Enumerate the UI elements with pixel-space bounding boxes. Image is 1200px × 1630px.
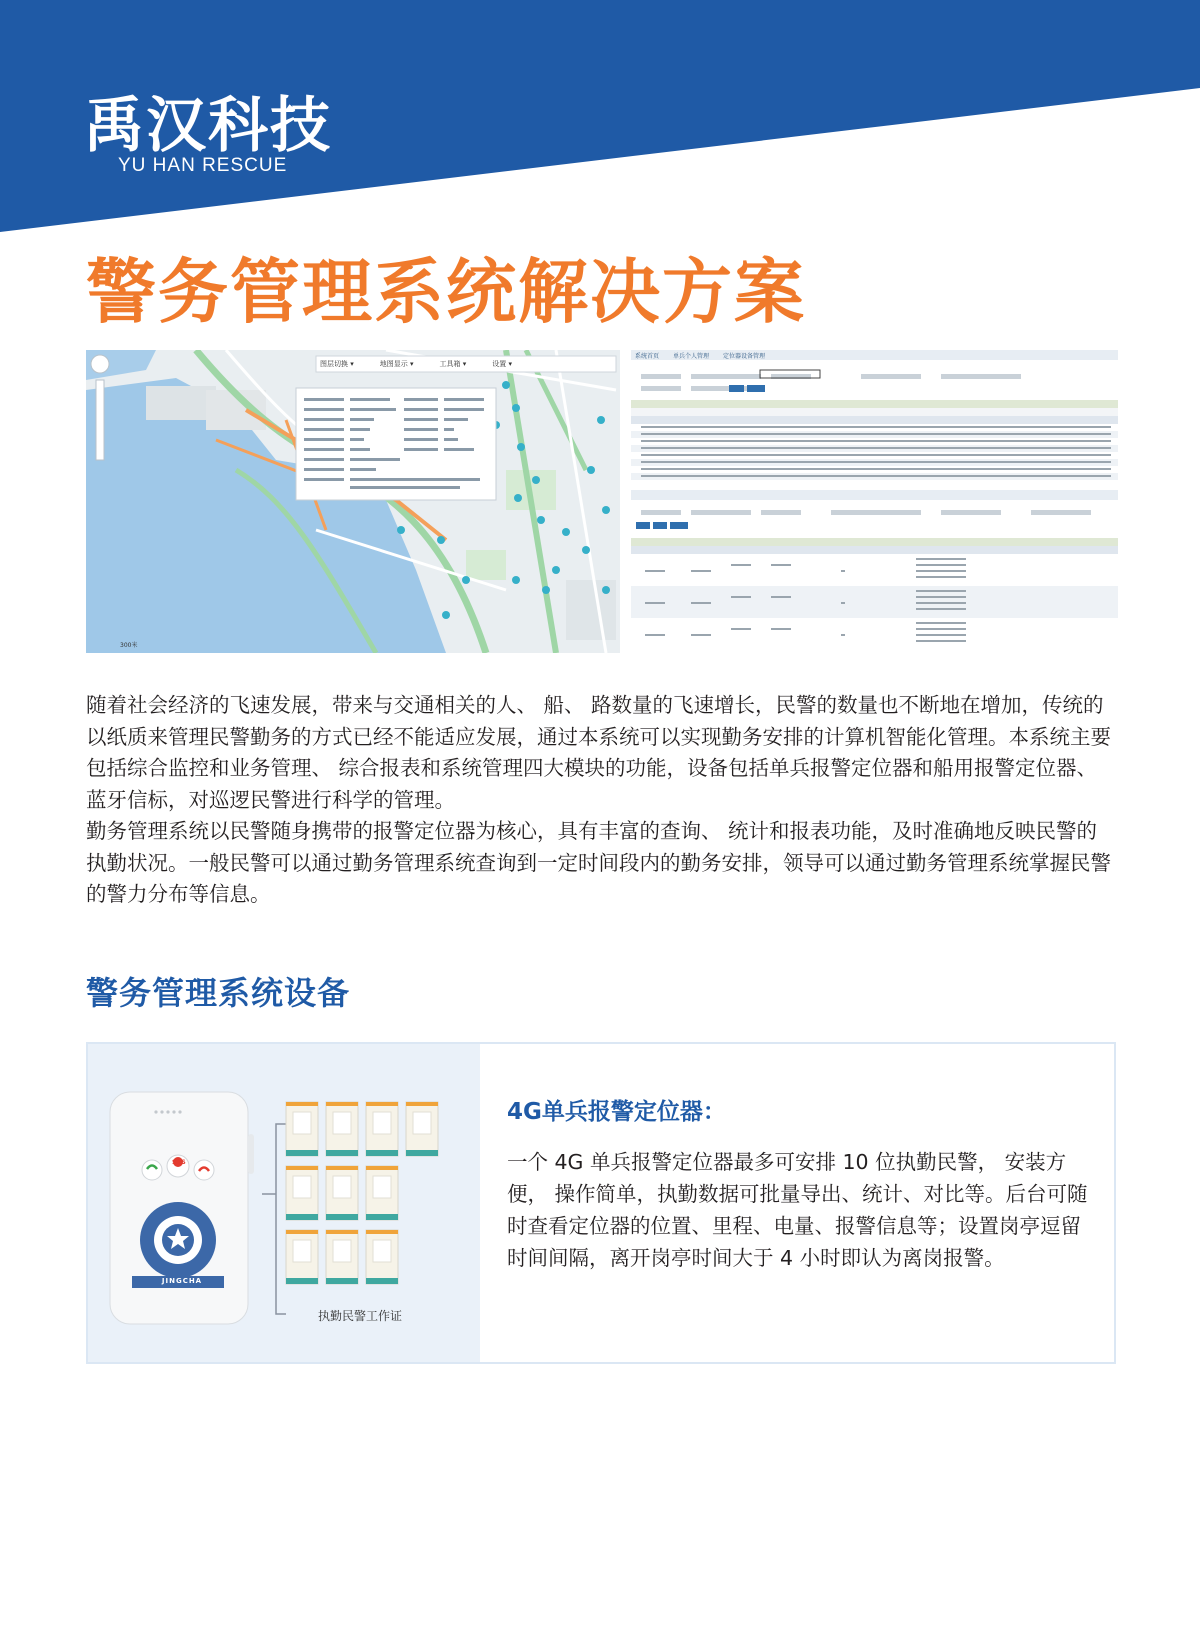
table-screenshot: [631, 350, 1118, 653]
map-illustration: [86, 350, 620, 653]
device-illustration: [86, 1044, 480, 1362]
table-tab-home: 系统首页: [635, 353, 660, 360]
sos-label: SOS: [172, 1159, 186, 1166]
intro-text: [86, 690, 1116, 911]
map-toolbar-display: 地图显示 ▾: [379, 360, 414, 368]
map-toolbar-layer: 图层切换 ▾: [320, 360, 354, 368]
intro-paragraph-2: 勤务管理系统以民警随身携带的报警定位器为核心，具有丰富的查询、 统计和报表功能，及时准确地反映民警的执勤状况。一般民警可以通过勤务管理系统查询到一定时间段内的勤务安排，领导可以通过勤务管理系统掌握民警的警力分布等信息。: [86, 819, 1111, 906]
map-toolbar-settings: 设置 ▾: [492, 360, 512, 368]
intro-paragraph-1: 随着社会经济的飞速发展，带来与交通相关的人、 船、 路数量的飞速增长，民警的数量也不断地在增加，传统的以纸质来管理民警勤务的方式已经不能适应发展，通过本系统可以实现勤务安排的计算机智能化管理。本系统主要包括综合监控和业务管理、 综合报表和系统管理四大模块的功能，设备包括单兵报警定位器和船用报警定位器、蓝牙信标，对巡逻民警进行科学的管理。: [86, 693, 1111, 812]
map-toolbar-tools: 工具箱 ▾: [439, 360, 467, 368]
section-title: 警务管理系统设备: [86, 974, 351, 1012]
map-screenshot: [86, 350, 620, 653]
brand-name-cn: 禹汉科技: [84, 91, 332, 161]
brand-name-en: YU HAN RESCUE: [118, 155, 288, 176]
table-tab-device: 定位器设备管理: [723, 353, 766, 360]
device-description: 一个 4G 单兵报警定位器最多可安排 10 位执勤民警， 安装方便， 操作简单，执勤数据可批量导出、统计、对比等。后台可随时查看定位器的位置、里程、电量、报警信息等；设置岗亭逗留时间间隔，离开岗亭时间大于 4 小时即认为离岗报警。: [507, 1150, 1088, 1270]
table-illustration: [631, 350, 1118, 653]
device-title: 4G单兵报警定位器：: [507, 1099, 726, 1125]
badge-text: JINGCHA: [161, 1277, 203, 1285]
page-title: 警务管理系统解决方案: [86, 251, 806, 333]
table-tab-personnel: 单兵个人管理: [673, 353, 710, 360]
cert-caption: 执勤民警工作证: [318, 1309, 403, 1323]
map-scale: 300米: [120, 642, 138, 649]
